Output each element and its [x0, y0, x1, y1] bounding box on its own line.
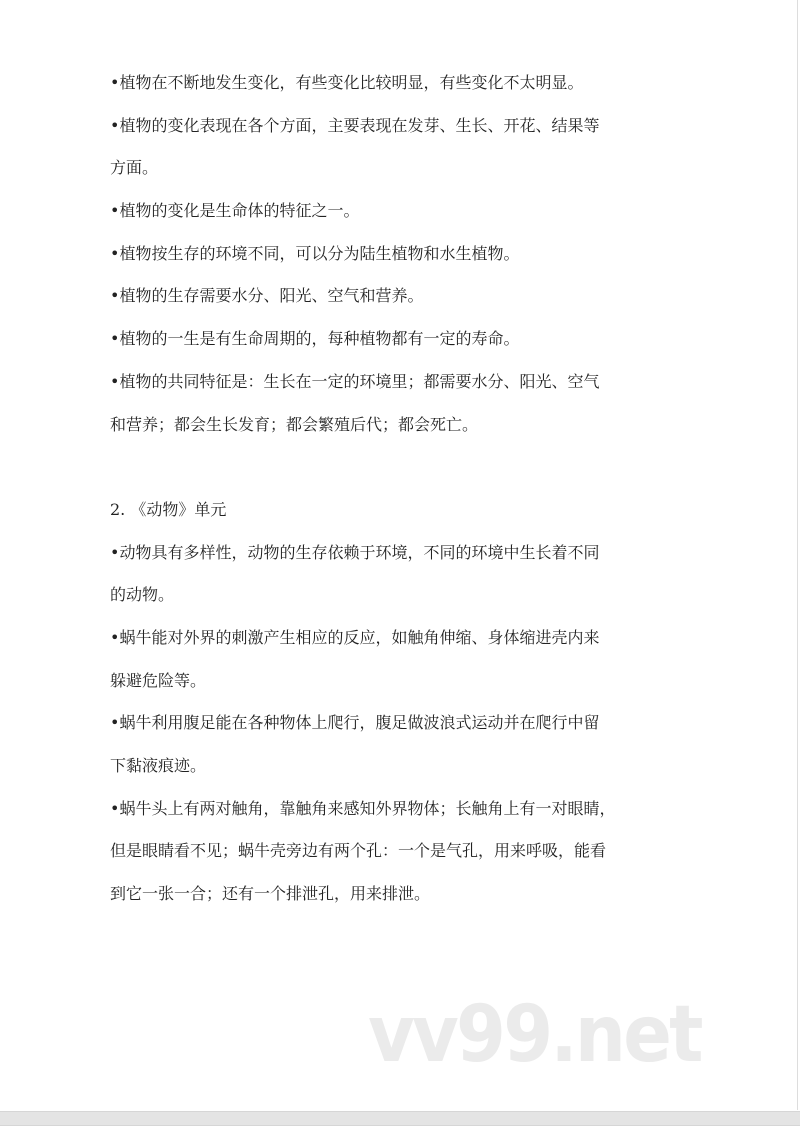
text-line: •植物的生存需要水分、阳光、空气和营养。	[110, 286, 424, 306]
document-body	[110, 62, 700, 916]
bullet-paragraph	[110, 617, 700, 702]
bullet-paragraph	[110, 702, 700, 787]
text-line: 和营养；都会生长发育；都会繁殖后代；都会死亡。	[110, 414, 479, 434]
bullet-paragraph	[110, 532, 700, 617]
text-line: 下黏液痕迹。	[110, 756, 207, 775]
bullet-paragraph	[110, 105, 700, 190]
text-line: •蜗牛头上有两对触角，靠触角来感知外界物体；长触角上有一对眼睛，	[110, 798, 616, 818]
text-line: •蜗牛利用腹足能在各种物体上爬行，腹足做波浪式运动并在爬行中留	[110, 713, 600, 733]
bullet-paragraph	[110, 190, 700, 233]
page-separator	[0, 1111, 800, 1126]
watermark: vv99.net	[368, 990, 701, 1080]
text-line: •植物的共同特征是：生长在一定的环境里；都需要水分、阳光、空气	[110, 371, 600, 391]
section-heading: 2. 《动物》单元	[110, 499, 227, 519]
text-line: •植物按生存的环境不同，可以分为陆生植物和水生植物。	[110, 243, 520, 263]
text-line: •植物的变化表现在各个方面，主要表现在发芽、生长、开花、结果等	[110, 115, 600, 135]
bullet-paragraph	[110, 318, 700, 361]
bullet-paragraph	[110, 361, 700, 446]
text-line: •植物的一生是有生命周期的，每种植物都有一定的寿命。	[110, 329, 520, 349]
text-line: 方面。	[110, 158, 159, 178]
text-line: 的动物。	[110, 585, 175, 605]
text-line: 但是眼睛看不见；蜗牛壳旁边有两个孔：一个是气孔，用来呼吸，能看	[110, 841, 607, 861]
text-line: •植物的变化是生命体的特征之一。	[110, 201, 360, 221]
bullet-paragraph	[110, 233, 700, 276]
bullet-paragraph	[110, 788, 700, 916]
text-line: 躲避危险等。	[110, 670, 207, 690]
text-line: •动物具有多样性，动物的生存依赖于环境，不同的环境中生长着不同	[110, 542, 600, 562]
bullet-paragraph	[110, 62, 700, 105]
text-line: •蜗牛能对外界的刺激产生相应的反应，如触角伸缩、身体缩进壳内来	[110, 627, 600, 647]
bullet-paragraph	[110, 275, 700, 318]
text-line: •植物在不断地发生变化，有些变化比较明显，有些变化不太明显。	[110, 73, 584, 92]
text-line: 到它一张一合；还有一个排泄孔，用来排泄。	[110, 884, 431, 904]
